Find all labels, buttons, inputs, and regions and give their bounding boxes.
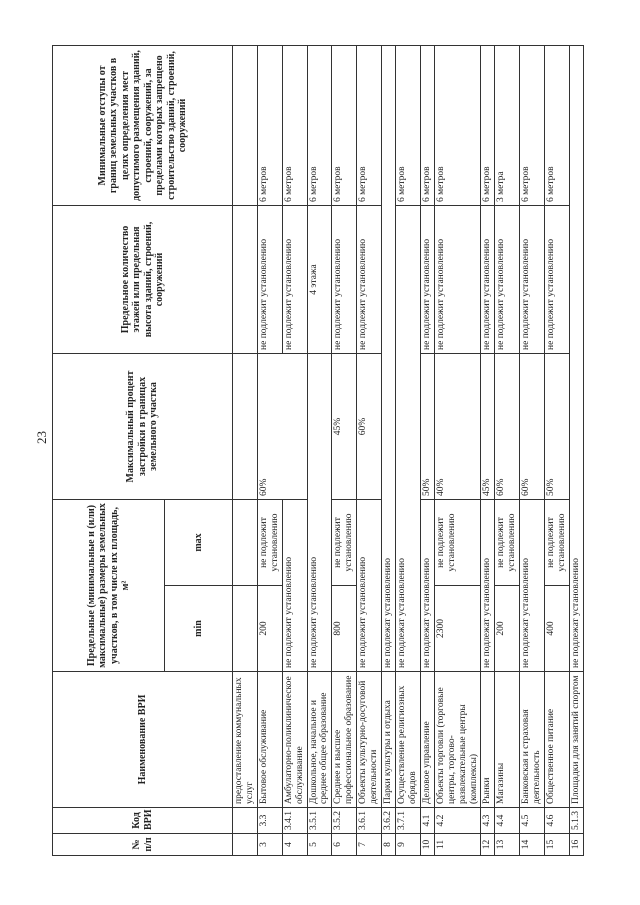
cell-min: 2300	[434, 586, 481, 672]
table-row	[545, 45, 570, 855]
cell-num: 14	[520, 834, 545, 856]
cell-code: 4.6	[545, 808, 570, 834]
table-row	[257, 45, 282, 855]
cell-min: 800	[332, 586, 357, 672]
header-percent: Максимальный процент застройки в границах земельного участка	[53, 353, 233, 499]
cell-name: Банковская и страховая деятельность	[520, 672, 545, 808]
cell-name: Бытовое обслуживание	[257, 672, 282, 808]
table-row	[434, 45, 481, 855]
header-num: № п/п	[53, 834, 233, 856]
cell-name: Магазины	[495, 672, 520, 808]
cell-sizes: не подлежит установлению	[282, 499, 307, 671]
cell-floors: не подлежит установлению	[420, 205, 434, 353]
table-row	[307, 45, 332, 855]
cell-name: Деловое управление	[420, 672, 434, 808]
cell-num: 15	[545, 834, 570, 856]
table-row	[233, 45, 258, 855]
cell-num: 3	[257, 834, 282, 856]
cell-code: 4.1	[420, 808, 434, 834]
cell-name: Дошкольное, начальное и среднее общее образование	[307, 672, 332, 808]
cell-sizes: не подлежат установлению	[481, 499, 495, 671]
cell-num	[233, 834, 258, 856]
cell-max: не подлежит установлению	[495, 499, 520, 585]
cell-setback: 6 метров	[481, 45, 495, 205]
table-row	[357, 45, 382, 855]
cell-min: 200	[257, 586, 282, 672]
cell-num: 11	[434, 834, 481, 856]
cell-min	[233, 586, 258, 672]
cell-percent: 60%	[520, 353, 545, 499]
cell-max: не подлежит установлению	[257, 499, 282, 585]
cell-setback: 3 метра	[495, 45, 520, 205]
cell-num: 4	[282, 834, 307, 856]
header-name: Наименование ВРИ	[53, 672, 233, 808]
cell-name: Общественное питание	[545, 672, 570, 808]
table-row	[520, 45, 545, 855]
header-sizes: Предельные (минимальные и (или) максимальные) размеры земельных участков, в том числе их площадь, м²	[53, 499, 165, 671]
cell-all: не подлежат установлению	[382, 45, 396, 671]
cell-num: 16	[569, 834, 583, 856]
regulations-table	[52, 45, 584, 856]
cell-code: 3.5.2	[332, 808, 357, 834]
cell-name: Амбулаторно-поликлиническое обслуживание	[282, 672, 307, 808]
cell-num: 6	[332, 834, 357, 856]
cell-setback: 6 метров	[307, 45, 332, 205]
page-number: 23	[34, 431, 49, 444]
cell-sizes: не подлежат установлению	[420, 499, 434, 671]
cell-all: не подлежат установлению	[569, 45, 583, 671]
cell-min: 200	[495, 586, 520, 672]
cell-code: 3.5.1	[307, 808, 332, 834]
cell-max: не подлежит установлению	[545, 499, 570, 585]
cell-name: Осуществление религиозных обрядов	[395, 672, 420, 808]
cell-setback: 6 метров	[420, 45, 434, 205]
cell-code: 3.4.1	[282, 808, 307, 834]
regulations-table-wrapper	[52, 46, 584, 856]
cell-sizes: не подлежат установлению	[520, 499, 545, 671]
cell-code: 3.7.1	[395, 808, 420, 834]
table-row	[382, 45, 396, 855]
cell-percent	[233, 353, 258, 499]
cell-num: 12	[481, 834, 495, 856]
cell-num: 13	[495, 834, 520, 856]
cell-code: 3.6.2	[382, 808, 396, 834]
cell-num: 9	[395, 834, 420, 856]
cell-code: 3.6.1	[357, 808, 382, 834]
cell-max	[233, 499, 258, 585]
cell-floors: не подлежит установлению	[495, 205, 520, 353]
cell-percent: 60%	[495, 353, 520, 499]
cell-code: 5.1.3	[569, 808, 583, 834]
cell-sizes: не подлежит установлению	[357, 499, 382, 671]
cell-setback: 6 метров	[434, 45, 481, 205]
cell-num: 8	[382, 834, 396, 856]
cell-max: не подлежит установлению	[434, 499, 481, 585]
cell-code: 4.3	[481, 808, 495, 834]
cell-setback: 6 метров	[545, 45, 570, 205]
cell-name: Объекты торговли (торговые центры, торгово-развлекательные центры (комплексы)	[434, 672, 481, 808]
table-row	[395, 45, 420, 855]
cell-num: 7	[357, 834, 382, 856]
cell-floors: не подлежит установлению	[520, 205, 545, 353]
cell-code: 3.3	[257, 808, 282, 834]
cell-num: 5	[307, 834, 332, 856]
cell-setback: 6 метров	[520, 45, 545, 205]
cell-code	[233, 808, 258, 834]
cell-name: Рынки	[481, 672, 495, 808]
cell-floors: не подлежит установлению	[357, 205, 382, 353]
cell-floors	[233, 205, 258, 353]
cell-code: 4.4	[495, 808, 520, 834]
table-row	[481, 45, 495, 855]
header-min: min	[165, 586, 233, 672]
cell-floors: не подлежит установлению	[545, 205, 570, 353]
cell-sizes: не подлежит установлению	[307, 353, 332, 671]
cell-setback: 6 метров	[282, 45, 307, 205]
table-row	[495, 45, 520, 855]
cell-name: Площадки для занятий спортом	[569, 672, 583, 808]
cell-setback: 6 метров	[257, 45, 282, 205]
cell-floors: не подлежит установлению	[257, 205, 282, 353]
cell-code: 4.2	[434, 808, 481, 834]
cell-setback: 6 метров	[332, 45, 357, 205]
cell-percent: 60%	[357, 353, 382, 499]
cell-setback: 6 метров	[395, 45, 420, 205]
cell-num: 10	[420, 834, 434, 856]
cell-floors: не подлежит установлению	[434, 205, 481, 353]
header-setback: Минимальные отступы от границ земельных участков в целях определения мест допустимого размещения зданий, строений, сооружений, за пределами которых запрещено строительство зданий, строений, сооружений	[53, 45, 233, 205]
cell-name: Среднее и высшее профессиональное образование	[332, 672, 357, 808]
table-row	[569, 45, 583, 855]
cell-percent: 60%	[257, 353, 307, 499]
cell-floors: не подлежит установлению	[332, 205, 357, 353]
cell-percent: 50%	[420, 353, 434, 499]
header-code: Код ВРИ	[53, 808, 233, 834]
cell-code: 4.5	[520, 808, 545, 834]
cell-percent: 45%	[481, 353, 495, 499]
cell-all: не подлежат установлению	[395, 205, 420, 671]
cell-percent: 45%	[332, 353, 357, 499]
cell-floors: не подлежит установлению	[481, 205, 495, 353]
header-floors: Предельное количество этажей или предельная высота зданий, строений, сооружений	[53, 205, 233, 353]
cell-setback	[233, 45, 258, 205]
cell-name: предоставление коммунальных услуг	[233, 672, 258, 808]
cell-percent: 40%	[434, 353, 481, 499]
table-row	[332, 45, 357, 855]
cell-floors: не подлежит установлению	[282, 205, 307, 353]
cell-min: 400	[545, 586, 570, 672]
cell-max: не подлежит установлению	[332, 499, 357, 585]
cell-setback: 6 метров	[357, 45, 382, 205]
table-row	[420, 45, 434, 855]
header-max: max	[165, 499, 233, 585]
cell-name: Объекты культурно-досуговой деятельности	[357, 672, 382, 808]
cell-percent: 50%	[545, 353, 570, 499]
cell-name: Парки культуры и отдыха	[382, 672, 396, 808]
cell-floors: 4 этажа	[307, 205, 332, 353]
